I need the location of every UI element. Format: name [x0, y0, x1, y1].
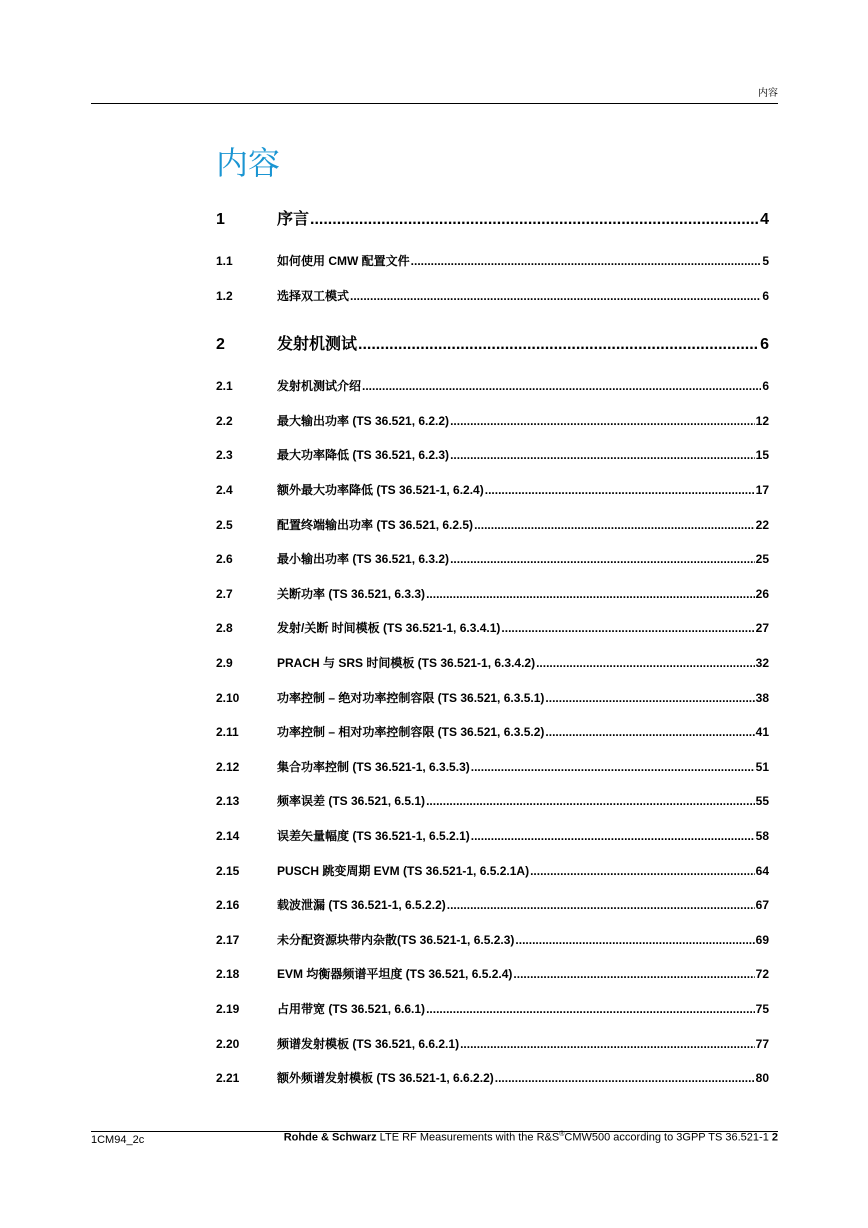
toc-entry-number: 2.2: [216, 413, 233, 428]
toc-entry[interactable]: [216, 723, 769, 740]
toc-entry-title: 频谱发射模板 (TS 36.521, 6.6.2.1): [277, 1036, 460, 1051]
toc-entry[interactable]: [216, 896, 769, 913]
toc-entry-leader: [447, 898, 755, 912]
toc-entry[interactable]: [216, 689, 769, 706]
toc-entry-leader: [513, 967, 754, 981]
toc-entry-page: 72: [755, 967, 769, 982]
toc-entry-title: 载波泄漏 (TS 36.521-1, 6.5.2.2): [277, 898, 446, 913]
toc-entry-title: 最大功率降低 (TS 36.521, 6.2.3): [277, 448, 450, 463]
header-rule: [91, 103, 778, 104]
toc-entry[interactable]: [216, 252, 769, 269]
toc-entry-title: PRACH 与 SRS 时间模板 (TS 36.521-1, 6.3.4.2): [277, 656, 536, 670]
toc-entry[interactable]: [216, 481, 769, 498]
toc-entry-leader: [460, 1037, 755, 1051]
toc-entry[interactable]: [216, 287, 769, 304]
toc-entry-title: 额外最大功率降低 (TS 36.521-1, 6.2.4): [277, 483, 484, 497]
toc-entry[interactable]: [216, 758, 769, 775]
toc-entry-number: 2.12: [216, 759, 240, 774]
toc-entry-leader: [426, 794, 755, 808]
toc-entry-number: 1.1: [216, 254, 233, 268]
toc-entry-title: 发射/关断 时间模板 (TS 36.521-1, 6.3.4.1): [277, 621, 501, 636]
toc-entry-title: 配置终端输出功率 (TS 36.521, 6.2.5): [277, 517, 474, 532]
toc-entry-number: 2.4: [216, 483, 233, 497]
toc-entry-page: 32: [755, 656, 769, 670]
toc-entry-page: 22: [755, 517, 769, 532]
toc-entry-page: 27: [755, 621, 769, 636]
toc-entry-page: 6: [762, 288, 769, 303]
toc-entry[interactable]: [216, 550, 769, 567]
toc-entry[interactable]: [216, 619, 769, 636]
toc-entry-leader: [545, 725, 754, 739]
toc-entry[interactable]: [216, 1069, 769, 1086]
toc-entry-title: 集合功率控制 (TS 36.521-1, 6.3.5.3): [277, 759, 470, 774]
toc-entry[interactable]: [216, 792, 769, 809]
toc-entry-leader: [426, 587, 755, 601]
toc-entry-number: 2.6: [216, 552, 233, 567]
toc-entry[interactable]: [216, 412, 769, 429]
toc-entry-leader: [536, 656, 755, 670]
toc-entry-title: 频率误差 (TS 36.521, 6.5.1): [277, 794, 426, 809]
toc-entry-number: 2.7: [216, 586, 233, 601]
toc-entry-leader: [471, 760, 755, 774]
toc-entry-page: 77: [755, 1036, 769, 1051]
toc-entry-leader: [358, 336, 759, 354]
toc-entry-page: 75: [755, 1002, 769, 1016]
toc-entry-title: 功率控制 – 绝对功率控制容限 (TS 36.521, 6.3.5.1): [277, 690, 545, 705]
footer-company: Rohde & Schwarz: [283, 1131, 377, 1144]
toc-entry[interactable]: [216, 1035, 769, 1052]
footer-title: [284, 1131, 778, 1144]
toc-entry-page: 69: [755, 932, 769, 947]
toc-entry-title: 最小输出功率 (TS 36.521, 6.3.2): [277, 552, 450, 567]
toc-entry-page: 17: [755, 483, 769, 497]
footer-registered-mark: ®: [559, 1131, 565, 1138]
toc-entry-title: 如何使用 CMW 配置文件: [277, 254, 410, 268]
footer-title-pre: LTE RF Measurements with the R&S: [376, 1131, 560, 1144]
toc-entry[interactable]: [216, 827, 769, 844]
toc-entry-number: 2.19: [216, 1002, 240, 1016]
toc-entry-title: 占用带宽 (TS 36.521, 6.6.1): [277, 1002, 426, 1016]
toc-entry-title: 误差矢量幅度 (TS 36.521-1, 6.5.2.1): [277, 829, 470, 843]
toc-entry-page: 64: [755, 863, 769, 878]
toc-entry-page: 67: [755, 898, 769, 913]
toc-entry[interactable]: [216, 931, 769, 948]
toc-entry-title: EVM 均衡器频谱平坦度 (TS 36.521, 6.5.2.4): [277, 967, 513, 982]
toc-entry-leader: [310, 211, 759, 229]
toc-entry-page: 41: [755, 725, 769, 740]
toc-entry-leader: [362, 379, 761, 393]
toc-entry-leader: [515, 933, 754, 947]
toc-entry-page: 15: [755, 448, 769, 463]
toc-entry-leader: [474, 518, 755, 532]
toc-entry-page: 26: [755, 586, 769, 601]
toc-entry-title: 序言: [277, 211, 310, 228]
toc-entry[interactable]: [216, 446, 769, 463]
toc-entry-title: 选择双工模式: [277, 288, 350, 303]
running-header: 内容: [758, 88, 778, 99]
toc-entry-number: 2.16: [216, 898, 240, 913]
toc-entry-leader: [530, 864, 755, 878]
toc-entry-page: 55: [755, 794, 769, 809]
toc-entry-leader: [450, 448, 755, 462]
toc-entry-number: 2.11: [216, 725, 239, 740]
toc-entry-title: 关断功率 (TS 36.521, 6.3.3): [277, 586, 426, 601]
toc-entry-title: 功率控制 – 相对功率控制容限 (TS 36.521, 6.3.5.2): [277, 725, 545, 740]
toc-entry-page: 6: [760, 336, 769, 354]
toc-entry[interactable]: [216, 654, 769, 671]
toc-entry[interactable]: [216, 585, 769, 602]
toc-entry-leader: [426, 1002, 755, 1016]
toc-entry[interactable]: [216, 965, 769, 982]
page-title: 内容: [216, 145, 281, 181]
footer-doc-id: 1CM94_2c: [91, 1134, 145, 1146]
toc-entry-number: 2.1: [216, 379, 233, 394]
toc-entry-number: 2.3: [216, 448, 233, 463]
toc-entry-number: 2.10: [216, 690, 240, 705]
toc-entry-page: 6: [762, 379, 769, 394]
toc-entry-title: PUSCH 跳变周期 EVM (TS 36.521-1, 6.5.2.1A): [277, 863, 530, 878]
toc-entry[interactable]: [216, 1000, 769, 1017]
toc-entry-number: 2.15: [216, 863, 240, 878]
toc-entry-leader: [471, 829, 755, 843]
toc-entry-leader: [501, 621, 754, 635]
toc-entry-title: 发射机测试介绍: [277, 379, 362, 394]
footer-title-post: CMW500 according to 3GPP TS 36.521-1: [564, 1131, 772, 1144]
toc-entry-number: 2.8: [216, 621, 233, 636]
toc-entry-page: 5: [762, 254, 769, 268]
toc-entry[interactable]: [216, 377, 769, 394]
toc-entry-leader: [485, 483, 755, 497]
toc-entry-leader: [411, 254, 762, 268]
toc-entry[interactable]: [216, 331, 769, 354]
toc-entry[interactable]: [216, 516, 769, 533]
toc-entry-page: 38: [755, 690, 769, 705]
toc-entry-title: 额外频谱发射模板 (TS 36.521-1, 6.6.2.2): [277, 1071, 494, 1086]
toc-entry-title: 最大输出功率 (TS 36.521, 6.2.2): [277, 413, 450, 428]
toc-entry-number: 2: [216, 336, 225, 354]
toc-entry-leader: [450, 414, 755, 428]
toc-entry-number: 2.5: [216, 517, 233, 532]
toc-entry-number: 2.14: [216, 829, 240, 843]
toc-entry-leader: [450, 552, 755, 566]
toc-entry-number: 1: [216, 211, 225, 228]
toc-entry-page: 12: [755, 413, 769, 428]
toc-entry-page: 58: [755, 829, 769, 843]
toc-entry-leader: [495, 1071, 755, 1085]
toc-entry[interactable]: [216, 206, 769, 229]
toc-entry-number: 2.13: [216, 794, 240, 809]
toc-entry-leader: [545, 691, 754, 705]
toc-entry-page: 80: [755, 1071, 769, 1086]
toc-entry-number: 2.17: [216, 932, 240, 947]
toc-entry-page: 4: [760, 211, 769, 228]
toc-entry-number: 2.18: [216, 967, 240, 982]
toc-entry-number: 1.2: [216, 288, 233, 303]
toc-entry-number: 2.20: [216, 1036, 240, 1051]
toc-entry-title: 发射机测试: [277, 336, 358, 354]
toc-entry[interactable]: [216, 862, 769, 879]
toc-entry-number: 2.21: [216, 1071, 240, 1086]
toc-entry-leader: [350, 289, 761, 303]
footer-page-number: 2: [771, 1131, 778, 1144]
toc-entry-page: 25: [755, 552, 769, 567]
toc-entry-page: 51: [755, 759, 769, 774]
toc-entry-title: 未分配资源块带内杂散(TS 36.521-1, 6.5.2.3): [277, 932, 515, 947]
toc-entry-number: 2.9: [216, 656, 233, 670]
